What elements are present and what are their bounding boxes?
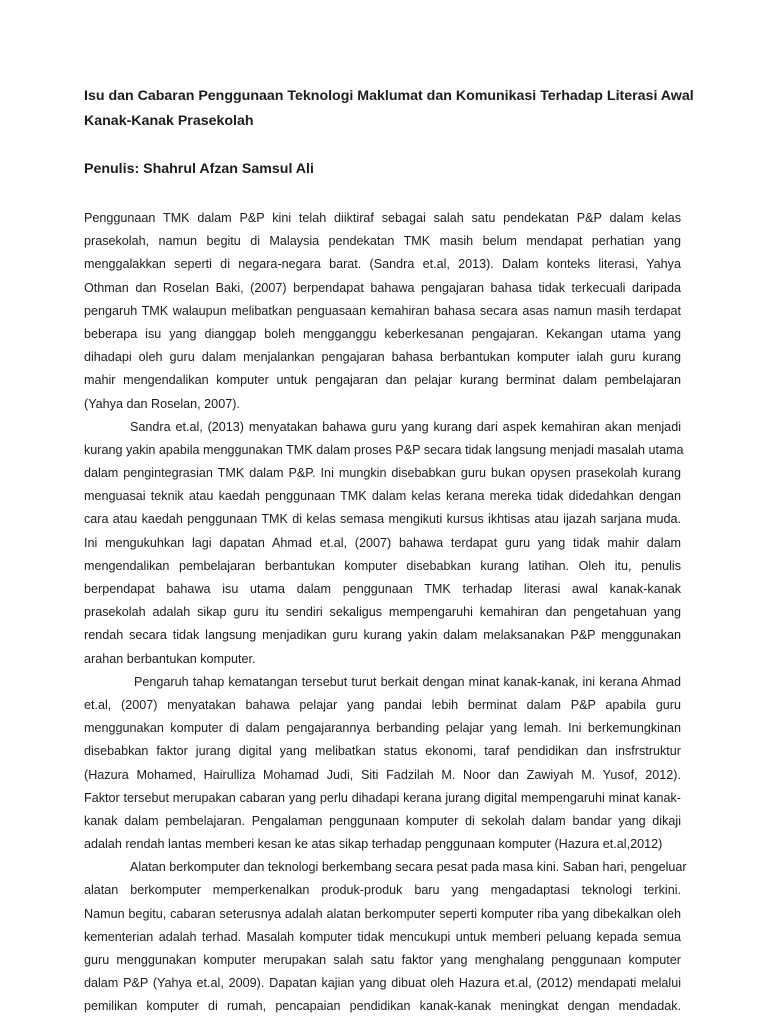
body-line: rendah secara tidak langsung menjadikan guru kurang yakin dalam melaksanakan P&P menggunakan (84, 628, 681, 643)
body-line: mengendalikan pembelajaran berbantukan komputer disebabkan kurang latihan. Oleh itu, penulis (84, 558, 681, 573)
body-line: alatan berkomputer memperkenalkan produk-produk baru yang mengadaptasi teknologi terkini. (84, 883, 681, 898)
body-line: dihadapi oleh guru dalam menjalankan pengajaran bahasa berbantukan komputer ialah guru kurang (84, 350, 681, 365)
body-line: Faktor tersebut merupakan cabaran yang perlu dihadapi kerana jurang digital mempengaruhi minat kanak- (84, 790, 681, 805)
body-line: Sandra et.al, (2013) menyatakan bahawa guru yang kurang dari aspek kemahiran akan menjadi (130, 419, 681, 434)
body-line: menggalakkan seperti di negara-negara barat. (Sandra et.al, 2013). Dalam konteks literasi, Yahya (84, 257, 681, 272)
body-line: Penggunaan TMK dalam P&P kini telah diiktiraf sebagai salah satu pendekatan P&P dalam kelas (84, 211, 681, 225)
body-line: prasekolah, namun begitu di Malaysia pendekatan TMK masih belum mendapat perhatian yang (84, 234, 681, 249)
body-line: dalam P&P (Yahya et.al, 2009). Dapatan kajian yang dibuat oleh Hazura et.al, (2012) mendapati melalui (84, 976, 681, 991)
body-line: (Yahya dan Roselan, 2007). (84, 396, 240, 411)
body-line: kanak dalam pembelajaran. Pengalaman penggunaan komputer di sekolah dalam bandar yang dikaji (84, 813, 681, 828)
body-line: guru menggunakan komputer merupakan salah satu faktor yang menghalang penggunaan komputer (84, 953, 681, 967)
body-line: beberapa isu yang dianggap boleh mengganggu keberkesanan pengajaran. Kekangan utama yang (84, 326, 681, 341)
body-line: et.al, (2007) menyatakan bahawa pelajar yang pandai lebih berminat dalam P&P apabila guru (84, 697, 681, 712)
body-line: Othman dan Roselan Baki, (2007) berpendapat bahawa pengajaran bahasa tidak terkecuali daripada (84, 280, 681, 295)
body-line: menggunakan komputer di dalam pengajarannya berbanding pelajar yang lemah. Ini berkemungkinan (84, 721, 681, 736)
document-title: Isu dan Cabaran Penggunaan Teknologi Maklumat dan Komunikasi Terhadap Literasi Awal Kanak-Kanak Prasekolah (84, 88, 694, 129)
body-line: mahir mengendalikan komputer untuk pengajaran dan pelajar kurang berminat dalam pembelajaran (84, 373, 681, 388)
body-line: kementerian adalah terhad. Masalah komputer tidak mencukupi untuk memberi peluang kepada semua (84, 929, 681, 944)
body-line: disebabkan faktor jurang digital yang melibatkan status ekonomi, taraf pendidikan dan insfrstruktur (84, 744, 681, 759)
body-line: arahan berbantukan komputer. (84, 651, 256, 666)
document-author: Penulis: Shahrul Afzan Samsul Ali (84, 161, 314, 177)
document-body (84, 207, 687, 1019)
body-line: prasekolah adalah sikap guru itu sendiri sekaligus mempengaruhi kemahiran dan pengetahuan yang (84, 605, 681, 620)
body-line: menguasai teknik atau kaedah penggunaan TMK dalam kelas kerana mereka tidak didedahkan dengan (84, 489, 681, 504)
body-line: pengaruh TMK walaupun melibatkan penguasaan kemahiran bahasa secara asas namun masih terdapat (84, 303, 681, 318)
body-line: adalah rendah lantas memberi kesan ke atas sikap terhadap penggunaan komputer (Hazura et.al,2012) (84, 837, 663, 852)
body-line: Pengaruh tahap kematangan tersebut turut berkait dengan minat kanak-kanak, ini kerana Ahmad (134, 674, 681, 689)
body-line: dalam pengintegrasian TMK dalam P&P. Ini mungkin disebabkan guru bukan opysen prasekolah kurang (84, 466, 681, 481)
body-line: kurang yakin apabila menggunakan TMK dalam proses P&P secara tidak langsung menjadi masalah utama (84, 442, 684, 457)
body-line: Ini mengukuhkan lagi dapatan Ahmad et.al, (2007) bahawa terdapat guru yang tidak mahir dalam (84, 535, 681, 550)
body-line: Namun begitu, cabaran seterusnya adalah alatan berkomputer seperti komputer riba yang dibekalkan oleh (84, 906, 681, 921)
body-line: berpendapat bahawa isu utama dalam penggunaan TMK terhadap literasi awal kanak-kanak (84, 582, 681, 596)
body-line: Alatan berkomputer dan teknologi berkembang secara pesat pada masa kini. Saban hari, pengeluar (130, 860, 687, 875)
body-line: (Hazura Mohamed, Hairulliza Mohamad Judi, Siti Fadzilah M. Noor dan Zawiyah M. Yusof, 2012). (84, 767, 681, 782)
body-line: cara atau kaedah penggunaan TMK di kelas semasa mengikuti kursus ikhtisas atau ijazah sarjana muda. (84, 512, 681, 527)
body-line: pemilikan komputer di rumah, pencapaian pendidikan kanak-kanak meningkat dengan mendadak. (84, 999, 681, 1014)
